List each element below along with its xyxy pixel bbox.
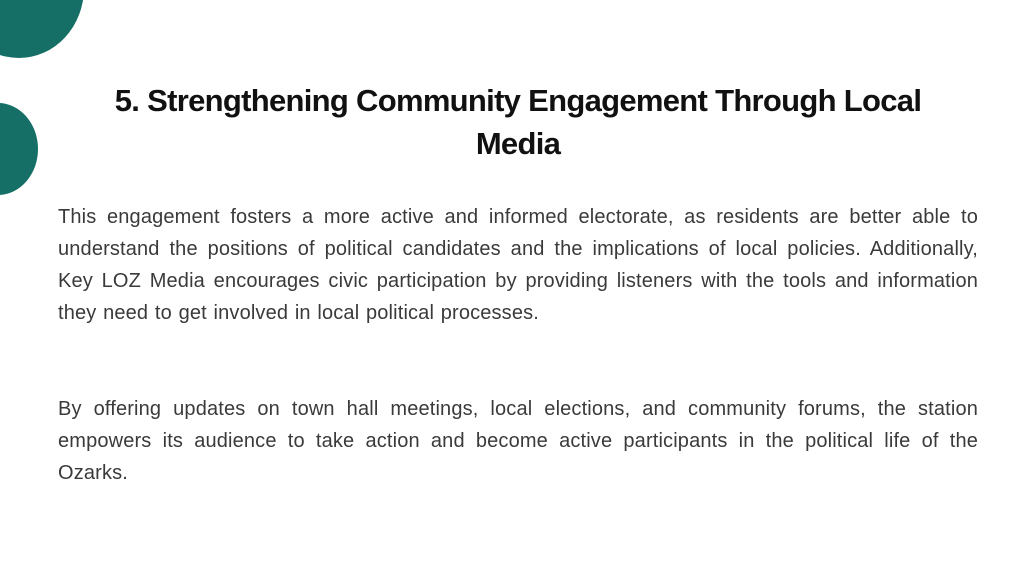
body-paragraph-1: This engagement fosters a more active and informed electorate, as residents are better able to understand the positions of political candidates and the implications of local policies. Additionally, Key LOZ Media encourages civic participation by providing listeners with the tools and information they need to get involved in local political processes. [58, 206, 978, 324]
slide-title: 5. Strengthening Community Engagement Through Local Media [114, 83, 922, 161]
decorative-teal-circle-left [0, 103, 38, 195]
decorative-teal-circle-top [0, 0, 84, 58]
body-paragraph-2: By offering updates on town hall meetings, local elections, and community forums, the station empowers its audience to take action and become active participants in the political life of the Ozarks. [58, 398, 978, 484]
